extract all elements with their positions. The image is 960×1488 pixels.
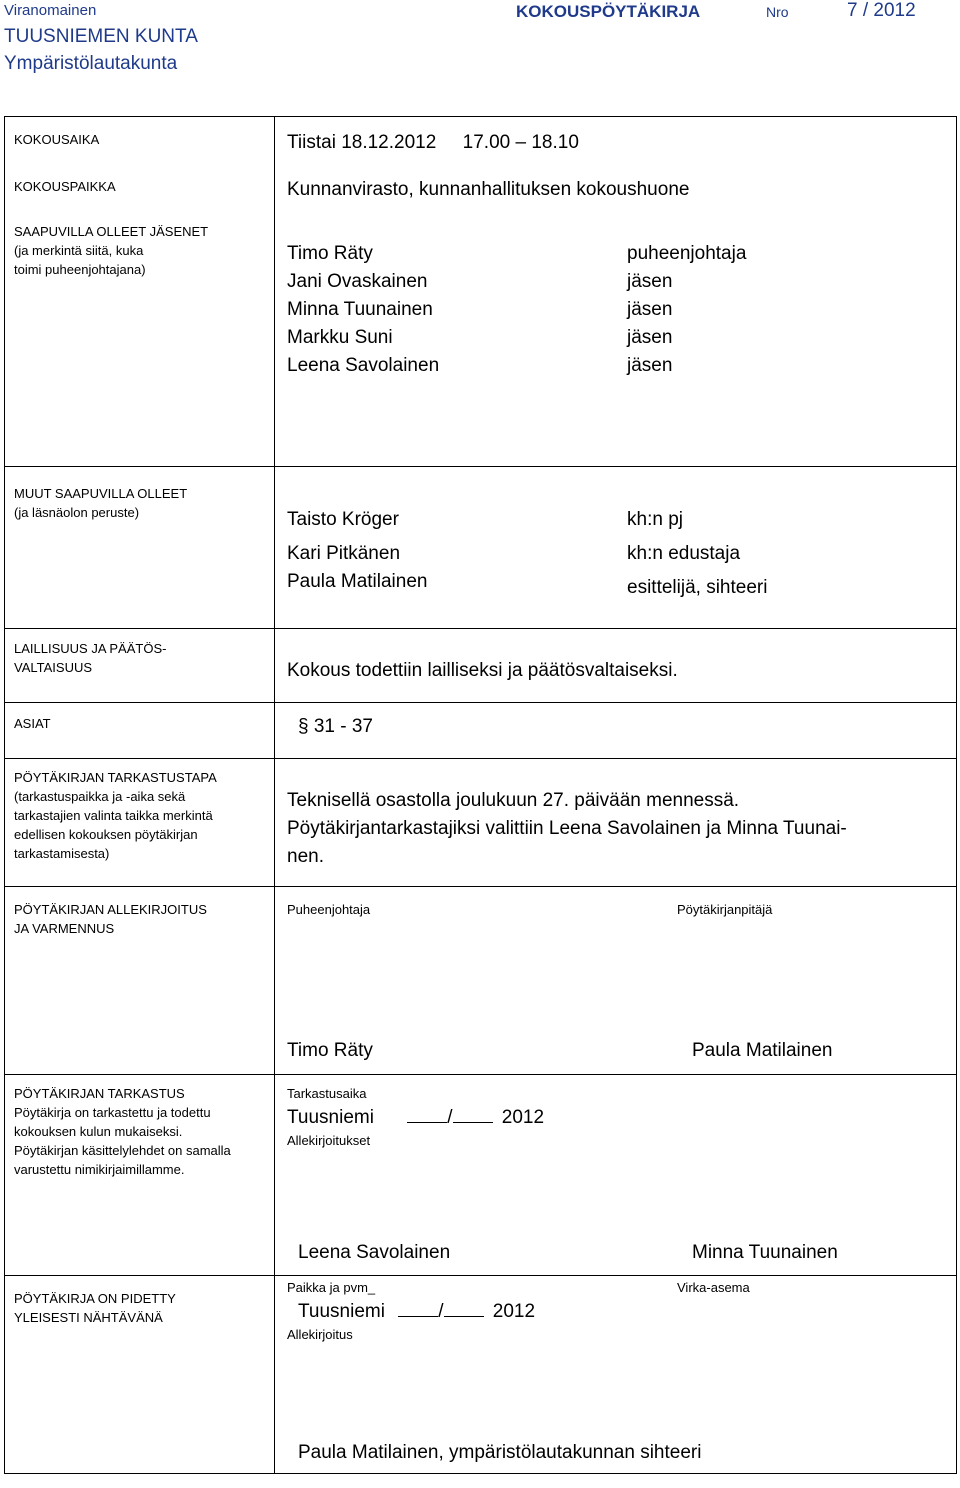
table-border-right: [956, 116, 957, 1474]
day-blank: [398, 1298, 438, 1317]
row-divider: [4, 1074, 957, 1075]
date-slash: /: [447, 1107, 453, 1128]
review-year: 2012: [501, 1107, 545, 1128]
secretary-name: Paula Matilainen: [692, 1040, 833, 1061]
legality-value: Kokous todettiin lailliseksi ja päätösvaltaiseksi.: [287, 660, 678, 681]
member-role: jäsen: [627, 355, 673, 376]
members-names: [287, 240, 439, 380]
public-label: PÖYTÄKIRJA ON PIDETTY YLEISESTI NÄHTÄVÄNÄ: [14, 1291, 176, 1325]
member-role: jäsen: [627, 299, 673, 320]
month-blank: [453, 1104, 493, 1123]
public-year: 2012: [492, 1301, 536, 1322]
others-label: MUUT SAAPUVILLA OLLEET (ja läsnäolon peruste): [14, 486, 188, 520]
review-place-date: [287, 1104, 544, 1129]
document-number: 7 / 2012: [847, 0, 916, 21]
chair-label: Puheenjohtaja: [287, 902, 371, 917]
other-role: esittelijä, sihteeri: [627, 577, 768, 598]
public-place-date: [298, 1298, 535, 1323]
public-place: Tuusniemi: [298, 1301, 385, 1322]
row-divider: [4, 886, 957, 887]
meeting-time-value: Tiistai 18.12.2012 17.00 – 18.10: [287, 132, 579, 153]
member-name: Leena Savolainen: [287, 355, 440, 376]
row-divider: [4, 702, 957, 703]
secretary-label: Pöytäkirjanpitäjä: [677, 902, 773, 917]
reviewer-name: Leena Savolainen: [298, 1242, 451, 1263]
member-name: Timo Räty: [287, 243, 373, 264]
signature-label: PÖYTÄKIRJAN ALLEKIRJOITUS JA VARMENNUS: [14, 902, 207, 936]
member-name: Markku Suni: [287, 327, 393, 348]
day-blank: [407, 1104, 447, 1123]
other-name: Paula Matilainen: [287, 571, 428, 592]
items-value: § 31 - 37: [298, 716, 373, 737]
reviewer-name: Minna Tuunainen: [692, 1242, 838, 1263]
position-label: Virka-asema: [677, 1280, 750, 1295]
board-name: Ympäristölautakunta: [4, 53, 178, 74]
row-divider: [4, 466, 957, 467]
member-role: puheenjohtaja: [627, 243, 747, 264]
place-date-label: Paikka ja pvm_: [287, 1280, 376, 1295]
legality-label: LAILLISUUS JA PÄÄTÖS- VALTAISUUS: [14, 641, 167, 675]
other-role: kh:n pj: [627, 509, 683, 530]
other-name: Taisto Kröger: [287, 509, 399, 530]
public-signer: Paula Matilainen, ympäristölautakunnan sihteeri: [298, 1442, 702, 1463]
date-slash: /: [438, 1301, 444, 1322]
other-role: kh:n edustaja: [627, 543, 741, 564]
items-label: ASIAT: [14, 716, 51, 731]
public-signature-label: Allekirjoitus: [287, 1327, 353, 1342]
member-name: Minna Tuunainen: [287, 299, 433, 320]
table-border-left: [4, 116, 5, 1474]
members-roles: [627, 240, 746, 380]
chair-name: Timo Räty: [287, 1040, 373, 1061]
members-label: SAAPUVILLA OLLEET JÄSENET (ja merkintä siitä, kuka toimi puheenjohtajana): [14, 224, 209, 277]
month-blank: [444, 1298, 484, 1317]
member-role: jäsen: [627, 327, 673, 348]
table-border-top: [4, 116, 957, 117]
review-label: PÖYTÄKIRJAN TARKASTUS Pöytäkirja on tarkastettu ja todettu kokouksen kulun mukaiseksi. Pöytäkirjan käsittelylehdet on samalla varustettu nimikirjaimillamme.: [14, 1086, 231, 1177]
row-divider: [4, 758, 957, 759]
other-name: Kari Pitkänen: [287, 543, 401, 564]
number-label: Nro: [766, 4, 789, 20]
review-method-label: PÖYTÄKIRJAN TARKASTUSTAPA (tarkastuspaikka ja -aika sekä tarkastajien valinta taikka merkintä edellisen kokouksen pöytäkirjan tarkastamisesta): [14, 770, 217, 861]
table-border-bottom: [4, 1473, 957, 1474]
row-divider: [4, 1275, 957, 1276]
review-method-text: Teknisellä osastolla joulukuun 27. päivään mennessä. Pöytäkirjantarkastajiksi valittiin Leena Savolainen ja Minna Tuunai- nen.: [287, 790, 847, 867]
document-type: KOKOUSPÖYTÄKIRJA: [516, 2, 701, 21]
review-signatures-label: Allekirjoitukset: [287, 1133, 371, 1148]
meeting-place-value: Kunnanvirasto, kunnanhallituksen kokoushuone: [287, 179, 690, 200]
municipality-name: TUUSNIEMEN KUNTA: [4, 26, 198, 47]
member-name: Jani Ovaskainen: [287, 271, 428, 292]
review-time-label: Tarkastusaika: [287, 1086, 367, 1101]
meeting-place-label: KOKOUSPAIKKA: [14, 179, 116, 194]
member-role: jäsen: [627, 271, 673, 292]
review-place: Tuusniemi: [287, 1107, 374, 1128]
row-divider: [4, 628, 957, 629]
meeting-time-label: KOKOUSAIKA: [14, 132, 100, 147]
column-divider: [274, 116, 275, 1474]
authority-label: Viranomainen: [4, 2, 97, 19]
